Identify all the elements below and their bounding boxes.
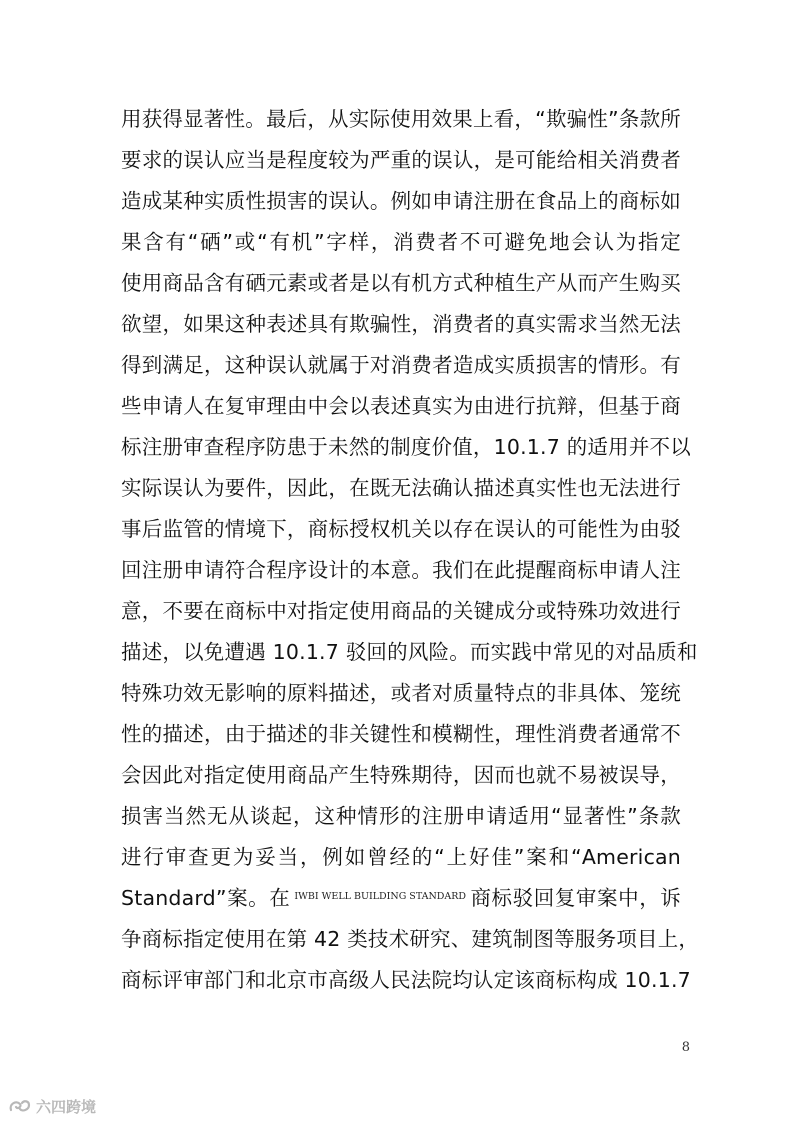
text-line: 果含有“硒”或“有机”字样，消费者不可避免地会认为指定 bbox=[121, 230, 681, 254]
text-line: 特殊功效无影响的原料描述，或者对质量特点的非具体、笼统 bbox=[121, 681, 681, 705]
text-line: 些申请人在复审理由中会以表述真实为由进行抗辩，但基于商 bbox=[121, 394, 681, 418]
text-line: 损害当然无从谈起，这种情形的注册申请适用“显著性”条款 bbox=[121, 804, 681, 828]
text-line: 性的描述，由于描述的非关键性和模糊性，理性消费者通常不 bbox=[121, 722, 681, 746]
text-line: 造成某种实质性损害的误认。例如申请注册在食品上的商标如 bbox=[121, 189, 681, 213]
swirl-logo-icon bbox=[8, 1098, 32, 1114]
watermark bbox=[8, 1095, 96, 1117]
text-line: 实际误认为要件，因此，在既无法确认描述真实性也无法进行 bbox=[121, 476, 681, 500]
watermark-text: 六四跨境 bbox=[36, 1097, 97, 1116]
page-number: 8 bbox=[681, 1040, 690, 1055]
text-line: 回注册申请符合程序设计的本意。我们在此提醒商标申请人注 bbox=[121, 558, 681, 582]
text-line-before-mark: Standard”案。在 bbox=[121, 886, 291, 910]
body-text bbox=[121, 99, 700, 1001]
text-line-after-mark: 商标驳回复审案中，诉 bbox=[470, 886, 682, 910]
text-line: 使用商品含有硒元素或者是以有机方式种植生产从而产生购买 bbox=[121, 271, 681, 295]
text-line: 争商标指定使用在第 42 类技术研究、建筑制图等服务项目上， bbox=[121, 927, 700, 951]
text-line: 描述，以免遭遇 10.1.7 驳回的风险。而实践中常见的对品质和 bbox=[121, 640, 698, 664]
trademark-image: IWBI WELL BUILDING STANDARD bbox=[294, 891, 467, 902]
text-line: 标注册审查程序防患于未然的制度价值，10.1.7 的适用并不以 bbox=[121, 435, 691, 459]
text-line: 得到满足，这种误认就属于对消费者造成实质损害的情形。有 bbox=[121, 353, 681, 377]
text-line-with-trademark bbox=[121, 878, 681, 919]
text-line: 欲望，如果这种表述具有欺骗性，消费者的真实需求当然无法 bbox=[121, 312, 681, 336]
text-line: 事后监管的情境下，商标授权机关以存在误认的可能性为由驳 bbox=[121, 517, 681, 541]
text-line: 用获得显著性。最后，从实际使用效果上看，“欺骗性”条款所 bbox=[121, 107, 681, 131]
text-line: 意，不要在商标中对指定使用商品的关键成分或特殊功效进行 bbox=[121, 599, 681, 623]
text-line: 商标评审部门和北京市高级人民法院均认定该商标构成 10.1.7 bbox=[121, 968, 691, 992]
text-line: 会因此对指定使用商品产生特殊期待，因而也就不易被误导， bbox=[121, 763, 681, 787]
text-line: 要求的误认应当是程度较为严重的误认，是可能给相关消费者 bbox=[121, 148, 681, 172]
text-line: 进行审查更为妥当，例如曾经的“上好佳”案和“American bbox=[121, 845, 681, 869]
